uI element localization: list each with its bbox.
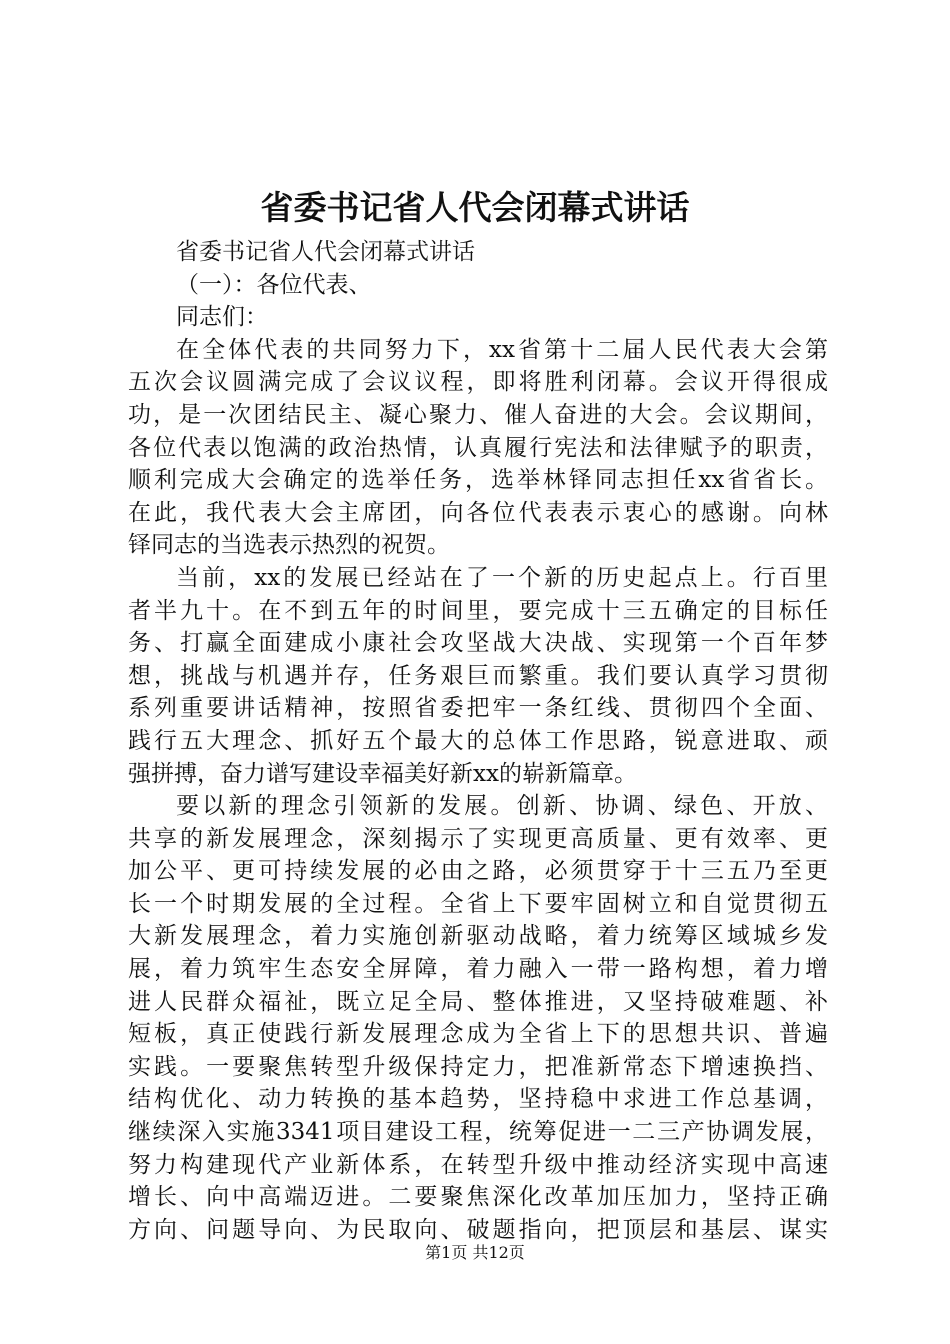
text-line: 长一个时期发展的全过程。全省上下要牢固树立和自觉贯彻五 — [128, 890, 828, 917]
text-line: 结构优化、动力转换的基本趋势，坚持稳中求进工作总基调， — [128, 1086, 828, 1113]
text-line: 省委书记省人代会闭幕式讲话 — [176, 239, 475, 265]
document-title: 省委书记省人代会闭幕式讲话 — [260, 188, 690, 227]
text-line: 践行五大理念、抓好五个最大的总体工作思路，锐意进取、顽 — [128, 727, 828, 754]
text-line: 铎同志的当选表示热烈的祝贺。 — [128, 532, 450, 559]
text-line: 在全体代表的共同努力下，xx省第十二届人民代表大会第 — [176, 336, 828, 363]
text-line: 务、打赢全面建成小康社会攻坚战大决战、实现第一个百年梦 — [128, 630, 828, 657]
text-line: 系列重要讲话精神，按照省委把牢一条红线、贯彻四个全面、 — [128, 695, 828, 722]
text-line: 努力构建现代产业新体系，在转型升级中推动经济实现中高速 — [128, 1151, 828, 1178]
text-line: 共享的新发展理念，深刻揭示了实现更高质量、更有效率、更 — [128, 825, 828, 852]
text-line: 各位代表以饱满的政治热情，认真履行宪法和法律赋予的职责， — [128, 434, 828, 461]
text-line: 功，是一次团结民主、凝心聚力、催人奋进的大会。会议期间， — [128, 401, 828, 428]
text-line: 顺利完成大会确定的选举任务，选举林铎同志担任xx省省长。 — [128, 467, 828, 494]
text-line: 者半九十。在不到五年的时间里，要完成十三五确定的目标任 — [128, 597, 828, 624]
text-line: 加公平、更可持续发展的必由之路，必须贯穿于十三五乃至更 — [128, 858, 828, 885]
text-line: 强拼搏，奋力谱写建设幸福美好新xx的崭新篇章。 — [128, 760, 637, 787]
text-line: （一）：各位代表、 — [176, 271, 372, 298]
page-footer: 第1页 共12页 — [425, 1243, 525, 1262]
text-line: 在此，我代表大会主席团，向各位代表表示衷心的感谢。向林 — [128, 499, 828, 526]
text-line: 五次会议圆满完成了会议议程，即将胜利闭幕。会议开得很成 — [128, 369, 828, 396]
text-line: 要以新的理念引领新的发展。创新、协调、绿色、开放、 — [176, 793, 828, 820]
text-line: 同志们： — [176, 304, 268, 331]
document-body — [128, 236, 828, 1246]
text-line: 展，着力筑牢生态安全屏障，着力融入一带一路构想，着力增 — [128, 956, 828, 983]
text-line: 继续深入实施3341项目建设工程，统筹促进一二三产协调发展， — [128, 1119, 828, 1146]
text-line: 短板，真正使践行新发展理念成为全省上下的思想共识、普遍 — [128, 1021, 828, 1048]
text-line: 方向、问题导向、为民取向、破题指向，把顶层和基层、谋实 — [128, 1216, 828, 1243]
text-line: 想，挑战与机遇并存，任务艰巨而繁重。我们要认真学习贯彻 — [128, 662, 828, 689]
text-line: 实践。一要聚焦转型升级保持定力，把准新常态下增速换挡、 — [128, 1053, 828, 1080]
text-line: 进人民群众福祉，既立足全局、整体推进，又坚持破难题、补 — [128, 988, 828, 1015]
text-line: 大新发展理念，着力实施创新驱动战略，着力统筹区域城乡发 — [128, 923, 828, 950]
text-line: 当前，xx的发展已经站在了一个新的历史起点上。行百里 — [176, 564, 828, 591]
text-line: 增长、向中高端迈进。二要聚焦深化改革加压加力，坚持正确 — [128, 1184, 828, 1211]
